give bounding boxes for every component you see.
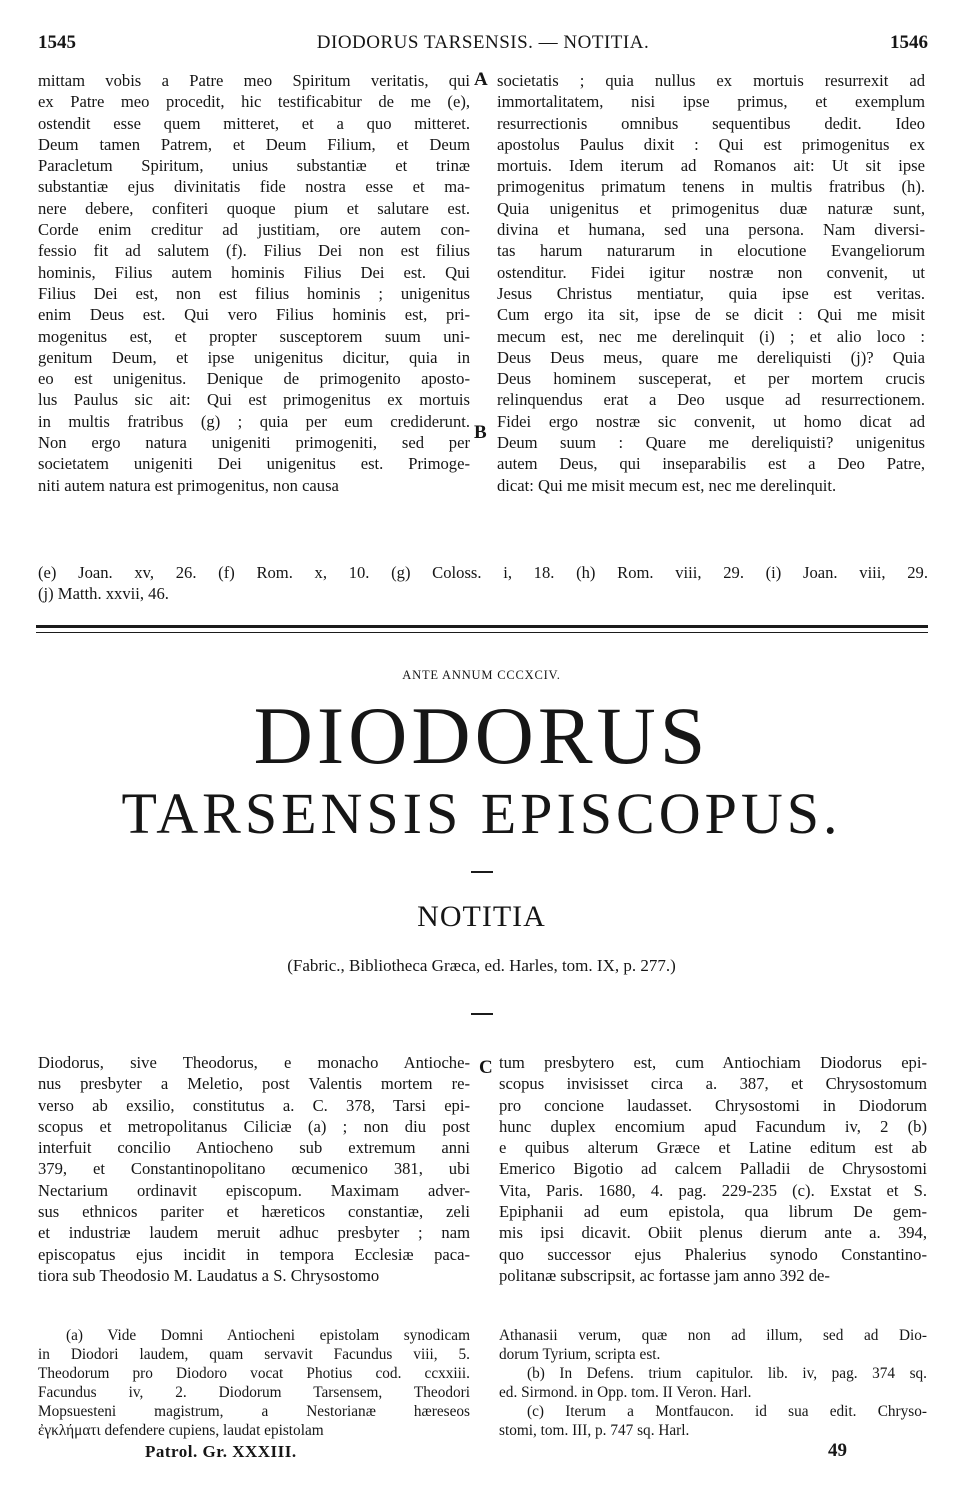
text-line: genitum Deum, et ipse unigenitus dicitur, quia in bbox=[38, 347, 470, 367]
upper-left-column bbox=[38, 70, 470, 496]
text-line: enim Deus est. Qui vero Filius hominis est, pri- bbox=[38, 305, 470, 325]
text-line: mecum est, nec me derelinquit (i) ; et alio loco : bbox=[497, 326, 925, 346]
text-line: in multis fratribus (g) ; quia per eum crediderunt. bbox=[38, 411, 470, 431]
source-citation: (Fabric., Bibliotheca Græca, ed. Harles, tom. IX, p. 277.) bbox=[287, 956, 676, 975]
text-line: resurrectionis omnibus sequentibus dedit. Ideo bbox=[497, 113, 925, 133]
section-marker-a: A bbox=[474, 69, 488, 90]
text-line: ostendit esse quem mitteret, et a quo mitteret. bbox=[38, 113, 470, 133]
text-line: Epiphanii ad eum epistola, qua librum De gem- bbox=[499, 1202, 927, 1222]
text-line: societatis ; quia nullus ex mortuis resurrexit ad bbox=[497, 71, 925, 90]
text-line: substantiæ ejus divinitatis fide nostra esse et ma- bbox=[38, 177, 470, 197]
text-line: autem Deus, qui inseparabilis est a Deo Patre, bbox=[497, 454, 925, 474]
footer-sheet-number: 49 bbox=[828, 1440, 847, 1461]
text-line: dorum Tyrium, scripta est. bbox=[499, 1346, 661, 1363]
text-line: Fidei ergo nostræ sic convenit, ut homo dicat ad bbox=[497, 411, 925, 431]
text-line: Cum ergo ita sit, ipse de se dicit : Qui me misit bbox=[497, 305, 925, 325]
text-line: Nectarium ordinavit episcopum. Maximam adver- bbox=[38, 1180, 470, 1200]
date-line: ANTE ANNUM CCCXCIV. bbox=[402, 668, 561, 682]
page-subtitle: TARSENSIS EPISCOPUS. bbox=[121, 781, 842, 846]
text-line: Athanasii verum, quæ non ad illum, sed ad Dio- bbox=[499, 1327, 927, 1344]
text-line: Quia unigenitus et primogenitus duæ naturæ sunt, bbox=[497, 198, 925, 218]
text-line: Deus hominem susceperat, et per mortem crucis bbox=[497, 369, 925, 389]
section-marker-c: C bbox=[479, 1057, 493, 1078]
text-line: tas harum naturarum in elocutione Evangeliorum bbox=[497, 241, 925, 261]
text-line: eo est unigenitus. Denique de primogenito aposto- bbox=[38, 369, 470, 389]
text-line: mortuis. Idem iterum ad Romanos ait: Ut sit ipse bbox=[497, 156, 925, 176]
text-line: Non ergo natura unigeniti primogeniti, sed per bbox=[38, 433, 470, 453]
text-line: tiora sub Theodosio M. Laudatus a S. Chrysostomo bbox=[38, 1265, 380, 1285]
lower-right-column bbox=[499, 1052, 927, 1286]
text-line: Corde enim creditur ad justitiam, ore autem con- bbox=[38, 220, 470, 240]
text-line: ex Patre meo procedit, hic testificabitur de me (e), bbox=[38, 92, 470, 112]
text-line: ed. Sirmond. in Opp. tom. II Veron. Harl. bbox=[499, 1384, 752, 1401]
text-line: 379, et Constantinopolitano œcumenico 381, ubi bbox=[38, 1159, 470, 1179]
text-line: (a) Vide Domni Antiocheni epistolam synodicam bbox=[66, 1327, 470, 1344]
text-line: nere debere, confiteri quoque pium et salutare est. bbox=[38, 198, 470, 218]
text-line: politanæ subscripsit, ac fortasse jam anno 392 de- bbox=[499, 1265, 830, 1285]
text-line: Emerico Bigotio ad calcem Palladii de Chrysostomi bbox=[499, 1159, 927, 1179]
footnote-line: (j) Matth. xxvii, 46. bbox=[38, 584, 169, 603]
footnote-line: (e) Joan. xv, 26. (f) Rom. x, 10. (g) Coloss. i, 18. (h) Rom. viii, 29. (i) Joan. viii, 29. bbox=[38, 563, 928, 582]
text-line: apostolus Paulus dixit : Qui est primogenitus ex bbox=[497, 134, 925, 154]
lower-left-column bbox=[38, 1052, 470, 1286]
text-line: episcopatus ejus incidit in tempora Ecclesiæ paca- bbox=[38, 1244, 470, 1264]
text-line: Facundus iv, 2. Diodorum Tarsensem, Theodori bbox=[38, 1384, 470, 1401]
section-rule-thin bbox=[36, 632, 928, 633]
text-line: Vita, Paris. 1680, 4. pag. 229-235 (c). Exstat et S. bbox=[499, 1180, 927, 1200]
text-line: mis ipsi dicavit. Obiit plenus dierum ante a. 394, bbox=[499, 1223, 927, 1243]
divider-dash bbox=[471, 871, 493, 873]
text-line: nus presbyter a Meletio, post Valentis mortem re- bbox=[38, 1074, 470, 1094]
lower-right-footnotes bbox=[499, 1326, 927, 1440]
text-line: pro concione laudasset. Chrysostomi in Diodorum bbox=[499, 1095, 927, 1115]
text-line: immortalitatem, nisi ipse primus, et exemplum bbox=[497, 92, 925, 112]
page-number-right: 1546 bbox=[890, 32, 928, 53]
text-line: fessio fit ad salutem (f). Filius Dei non est filius bbox=[38, 241, 470, 261]
text-line: ostenditur. Fidei igitur nostræ non convenit, ut bbox=[497, 262, 925, 282]
text-line: divina et humana, sed una persona. Nam diversi- bbox=[497, 220, 925, 240]
text-line: lus Paulus sic ait: Qui est primogenitus ex mortuis bbox=[38, 390, 470, 410]
section-rule-thick bbox=[36, 625, 928, 628]
text-line: hominis, Filius autem hominis Filius Dei est. Qui bbox=[38, 262, 470, 282]
running-title: DIODORUS TARSENSIS. — NOTITIA. bbox=[316, 32, 650, 53]
text-line: Deus Deus meus, quare me dereliquisti (j)? Quia bbox=[497, 347, 925, 367]
text-line: interfuit concilio Antiocheno sub extremum anni bbox=[38, 1138, 470, 1158]
upper-right-column bbox=[497, 70, 925, 496]
text-line: Filius Dei est, non est filius hominis ; unigenitus bbox=[38, 283, 470, 303]
text-line: Diodorus, sive Theodorus, e monacho Antioche- bbox=[38, 1053, 470, 1072]
divider-dash bbox=[471, 1013, 493, 1015]
upper-footnotes bbox=[38, 562, 928, 604]
text-line: hunc duplex encomium apud Facundum iv, 2 (b) bbox=[499, 1116, 927, 1136]
text-line: scopus et metropolitanus Ciliciæ (a) ; non diu post bbox=[38, 1116, 470, 1136]
text-line: tum presbytero est, cum Antiochiam Diodorus epi- bbox=[499, 1053, 927, 1072]
text-line: mogenitus est, et propter susceptorem suum uni- bbox=[38, 326, 470, 346]
text-line: stomi, tom. III, p. 747 sq. Harl. bbox=[499, 1422, 690, 1439]
text-line: dicat: Qui me misit mecum est, nec me derelinquit. bbox=[497, 475, 837, 495]
page-number-left: 1545 bbox=[38, 32, 76, 53]
text-line: (b) In Defens. trium capitulor. lib. iv, pag. 374 sq. bbox=[527, 1365, 927, 1382]
text-line: relinquendus erat a Deo usque ad resurrectionem. bbox=[497, 390, 925, 410]
text-line: Deum suum : Quare me dereliquisti? unigenitus bbox=[497, 433, 925, 453]
text-line: societatem unigeniti Dei unigenitus est. Primoge- bbox=[38, 454, 470, 474]
running-head bbox=[38, 32, 928, 58]
text-line: Deum tamen Patrem, et Deum Filium, et Deum bbox=[38, 134, 470, 154]
text-line: e quibus alterum Græce et Latine editum est ab bbox=[499, 1138, 927, 1158]
text-line: scopus invisisset circa a. 387, et Chrysostomum bbox=[499, 1074, 927, 1094]
text-line: quo successor ejus Phalerius synodo Constantino- bbox=[499, 1244, 927, 1264]
text-line: primogenitus primatum tenens in multis fratribus (h). bbox=[497, 177, 925, 197]
text-line: mittam vobis a Patre meo Spiritum veritatis, qui bbox=[38, 71, 470, 90]
section-heading: NOTITIA bbox=[417, 900, 546, 933]
text-line: Theodorum pro Diodoro vocat Photius cod. ccxxiii. bbox=[38, 1365, 470, 1382]
text-line: ἐγκλήματι defendere cupiens, laudat epistolam bbox=[38, 1422, 324, 1439]
text-line: Paracletum Spiritum, unius substantiæ et trinæ bbox=[38, 156, 470, 176]
text-line: (c) Iterum a Montfaucon. id sua edit. Chryso- bbox=[527, 1403, 927, 1420]
page-title: DIODORUS bbox=[253, 690, 710, 781]
text-line: et industriæ laudem meruit adhuc presbyter ; nam bbox=[38, 1223, 470, 1243]
text-line: Jesus Christus mentiatur, quia ipse est veritas. bbox=[497, 283, 925, 303]
section-marker-b: B bbox=[474, 422, 487, 443]
footer-volume: Patrol. Gr. XXXIII. bbox=[145, 1442, 297, 1461]
text-line: Mopsuesteni magistrum, a Nestorianæ hæreseos bbox=[38, 1403, 470, 1420]
text-line: sus ethnicos pariter et hæreticos constantiæ, zeli bbox=[38, 1202, 470, 1222]
text-line: in Diodori laudem, quam servavit Facundus viii, 5. bbox=[38, 1346, 470, 1363]
lower-left-footnotes bbox=[38, 1326, 470, 1440]
text-line: niti autem natura est primogenitus, non causa bbox=[38, 475, 339, 495]
text-line: verso ab exsilio, constitutus a. C. 378, Tarsi epi- bbox=[38, 1095, 470, 1115]
